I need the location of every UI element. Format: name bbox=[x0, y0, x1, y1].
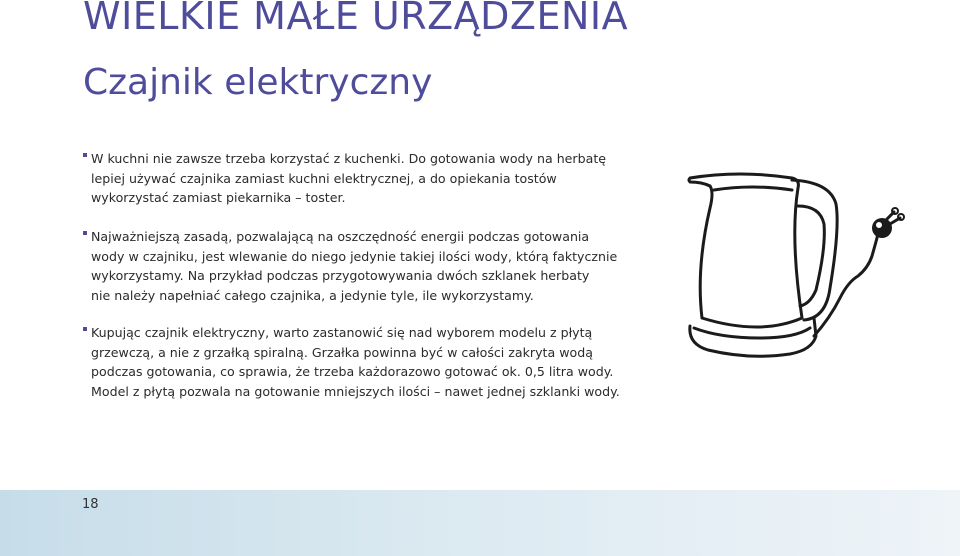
paragraph-line: podczas gotowania, co sprawia, że trzeba każdorazowo gotować ok. 0,5 litra wody. bbox=[91, 364, 614, 379]
paragraph-line: wykorzystać zamiast piekarnika – toster. bbox=[91, 190, 346, 205]
bullet-icon bbox=[83, 327, 87, 331]
bullet-icon bbox=[83, 153, 87, 157]
paragraph-line: W kuchni nie zawsze trzeba korzystać z kuchenki. Do gotowania wody na herbatę bbox=[91, 151, 607, 166]
paragraph-line: grzewczą, a nie z grzałką spiralną. Grzałka powinna być w całości zakryta wodą bbox=[91, 344, 593, 360]
paragraph-line: wody w czajniku, jest wlewanie do niego jedynie takiej ilości wody, którą faktycznie bbox=[91, 248, 618, 264]
paragraph-2 bbox=[91, 227, 651, 305]
paragraph-line: wykorzystamy. Na przykład podczas przygotowywania dwóch szklanek herbaty bbox=[91, 268, 590, 283]
plug-icon bbox=[872, 208, 904, 238]
paragraph-line: nie należy napełniać całego czajnika, a jedynie tyle, ile wykorzystamy. bbox=[91, 287, 534, 303]
page-subtitle: Czajnik elektryczny bbox=[83, 62, 433, 103]
paragraph-1 bbox=[91, 149, 651, 208]
page-number: 18 bbox=[82, 497, 99, 512]
paragraph-line: Najważniejszą zasadą, pozwalającą na oszczędność energii podczas gotowania bbox=[91, 229, 590, 244]
footer-band bbox=[0, 490, 960, 556]
page-title: WIELKIE MAŁE URZĄDZENIA bbox=[83, 0, 629, 38]
bullet-icon bbox=[83, 231, 87, 235]
paragraph-line: Kupując czajnik elektryczny, warto zastanowić się nad wyborem modelu z płytą bbox=[91, 325, 593, 340]
paragraph-3 bbox=[91, 323, 651, 401]
paragraph-line: Model z płytą pozwala na gotowanie mniejszych ilości – nawet jednej szklanki wody. bbox=[91, 383, 620, 399]
electric-kettle-icon bbox=[680, 168, 920, 368]
paragraph-line: lepiej używać czajnika zamiast kuchni elektrycznej, a do opiekania tostów bbox=[91, 170, 557, 186]
